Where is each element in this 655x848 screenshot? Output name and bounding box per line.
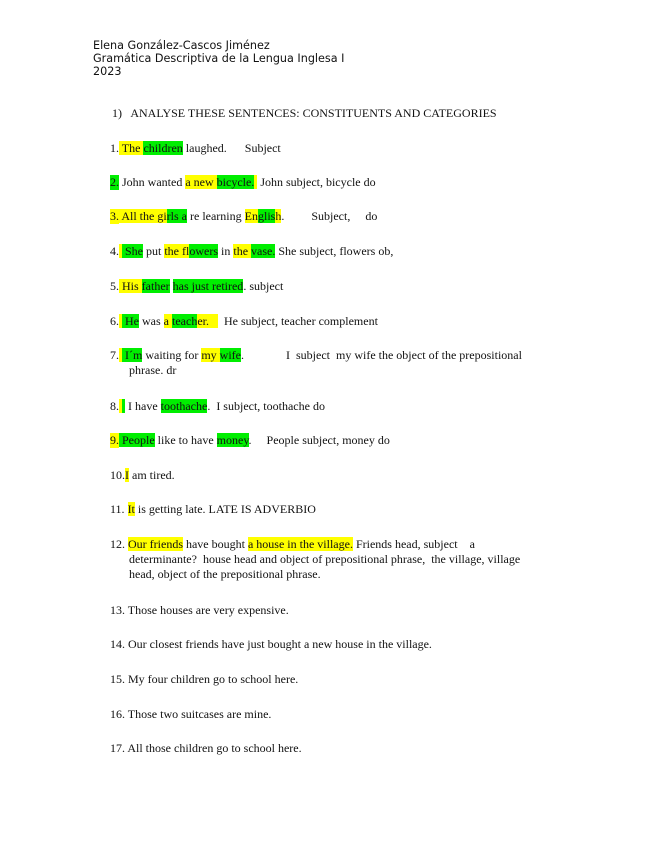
highlight-yellow: Our friends	[128, 537, 183, 551]
sentence-item	[110, 141, 570, 156]
sentence-line	[110, 468, 175, 482]
sentence-item	[110, 433, 570, 448]
sentence-text: John subject, bicycle do	[257, 175, 376, 189]
sentence-line	[110, 209, 377, 223]
sentence-text: She subject, flowers ob,	[275, 244, 394, 258]
sentence-line	[110, 433, 390, 447]
sentence-line	[110, 707, 271, 721]
sentence-line	[110, 348, 522, 362]
sentence-item	[110, 399, 570, 414]
sentence-number: 4.	[110, 244, 119, 258]
highlight-yellow: a	[163, 314, 172, 328]
highlight-green: money	[216, 433, 249, 447]
highlight-yellow: the	[233, 244, 252, 258]
sentence-number: 9.	[110, 433, 119, 447]
year: 2023	[93, 65, 122, 78]
sentence-number: 14.	[110, 637, 125, 651]
sentence-item	[110, 537, 570, 582]
sentence-number: 5.	[110, 279, 119, 293]
author-name: Elena González-Cascos Jiménez	[93, 39, 270, 52]
sentence-item	[110, 175, 570, 190]
highlight-yellow: All the gi	[119, 209, 167, 223]
sentence-text: Those houses are very expensive.	[125, 603, 289, 617]
sentence-number: 1.	[110, 141, 119, 155]
sentence-item	[110, 209, 570, 224]
highlight-yellow: a new	[185, 175, 217, 189]
sentence-text: All those children go to school here.	[125, 741, 302, 755]
sentence-number: 10.	[110, 468, 125, 482]
highlight-yellow: En	[244, 209, 258, 223]
sentence-number: 11.	[110, 502, 125, 516]
sentence-text: John wanted	[119, 175, 186, 189]
sentence-text: was	[139, 314, 164, 328]
highlight-green: father	[141, 279, 170, 293]
highlight-green: toothache	[160, 399, 208, 413]
sentence-text: Our closest friends have just bought a new house in the village.	[125, 637, 432, 651]
sentence-text: . People subject, money do	[248, 433, 390, 447]
sentence-line	[110, 399, 325, 413]
sentence-item	[110, 279, 570, 294]
sentence-number: 8.	[110, 399, 119, 413]
sentence-number: 12.	[110, 537, 125, 551]
highlight-yellow: a house in the village.	[247, 537, 353, 551]
highlight-yellow: er.	[197, 314, 218, 328]
highlight-green: People	[119, 433, 155, 447]
sentence-text: put	[143, 244, 165, 258]
sentence-text: Those two suitcases are mine.	[125, 707, 272, 721]
sentence-number: 2.	[110, 175, 119, 189]
sentence-text: in	[218, 244, 234, 258]
sentence-line	[110, 141, 281, 155]
highlight-yellow: h	[275, 209, 282, 223]
sentence-text: head, object of the prepositional phrase.	[129, 567, 321, 581]
sentence-line	[110, 603, 289, 617]
sentence-text: have bought	[182, 537, 248, 551]
sentence-text: . Subject, do	[281, 209, 378, 223]
sentence-text: laughed. Subject	[182, 141, 281, 155]
sentence-continuation	[110, 552, 570, 567]
highlight-yellow: the fl	[164, 244, 190, 258]
sentence-text: is getting late. LATE IS ADVERBIO	[134, 502, 316, 516]
highlight-yellow: The	[121, 141, 144, 155]
sentence-text: like to have	[154, 433, 217, 447]
sentence-text: Friends head, subject a	[352, 537, 475, 551]
highlight-yellow: His	[119, 279, 142, 293]
highlight-green: rls a	[166, 209, 187, 223]
course-title: Gramática Descriptiva de la Lengua Inglesa I	[93, 52, 345, 65]
sentence-line	[110, 244, 393, 258]
highlight-green: teach	[172, 314, 198, 328]
highlight-green: wife	[219, 348, 241, 362]
sentence-number: 3.	[110, 209, 119, 223]
sentence-text: waiting for	[142, 348, 202, 362]
sentence-line	[110, 175, 376, 189]
sentence-line	[110, 502, 316, 516]
sentence-item	[110, 741, 570, 756]
sentence-item	[110, 244, 570, 259]
sentence-item	[110, 502, 570, 517]
sentence-item	[110, 603, 570, 618]
sentence-text: I have	[125, 399, 161, 413]
highlight-green: glis	[257, 209, 276, 223]
sentence-line	[110, 314, 378, 328]
sentence-number: 6.	[110, 314, 119, 328]
sentence-text: determinante? house head and object of prepositional phrase, the village, village	[129, 552, 521, 566]
sentence-item	[110, 314, 570, 329]
highlight-green: I´m	[122, 348, 143, 362]
sentence-text: am tired.	[129, 468, 175, 482]
sentence-line	[110, 279, 283, 293]
sentence-text: He subject, teacher complement	[217, 314, 378, 328]
sentence-text: . subject	[243, 279, 284, 293]
sentence-line	[110, 672, 298, 686]
exercise-heading: 1) ANALYSE THESE SENTENCES: CONSTITUENTS AND CATEGORIES	[112, 106, 497, 120]
sentence-line	[110, 741, 302, 755]
sentence-line	[110, 637, 432, 651]
sentence-number: 7.	[110, 348, 119, 362]
sentence-number: 16.	[110, 707, 125, 721]
sentence-text: re learning	[187, 209, 245, 223]
sentence-text: phrase. dr	[129, 363, 177, 377]
sentence-number: 13.	[110, 603, 125, 617]
highlight-green: vase.	[251, 244, 276, 258]
highlight-yellow: I	[125, 468, 129, 482]
sentence-item	[110, 348, 570, 378]
highlight-yellow: my	[201, 348, 220, 362]
sentence-number: 15.	[110, 672, 125, 686]
highlight-green: She	[122, 244, 143, 258]
sentence-text: . I subject my wife the object of the prepositional	[241, 348, 522, 362]
highlight-yellow: It	[127, 502, 135, 516]
highlight-green: bicycle.	[216, 175, 255, 189]
sentence-text: My four children go to school here.	[125, 672, 299, 686]
sentence-item	[110, 672, 570, 687]
sentence-line	[110, 537, 475, 551]
sentence-item	[110, 468, 570, 483]
sentence-continuation	[110, 363, 570, 378]
highlight-green: owers	[189, 244, 219, 258]
sentence-number: 17.	[110, 741, 125, 755]
sentence-item	[110, 707, 570, 722]
sentence-text: . I subject, toothache do	[207, 399, 325, 413]
highlight-green: has just retired	[172, 279, 244, 293]
highlight-green: children	[143, 141, 183, 155]
sentence-item	[110, 637, 570, 652]
highlight-green: He	[122, 314, 139, 328]
sentence-continuation	[110, 567, 570, 582]
